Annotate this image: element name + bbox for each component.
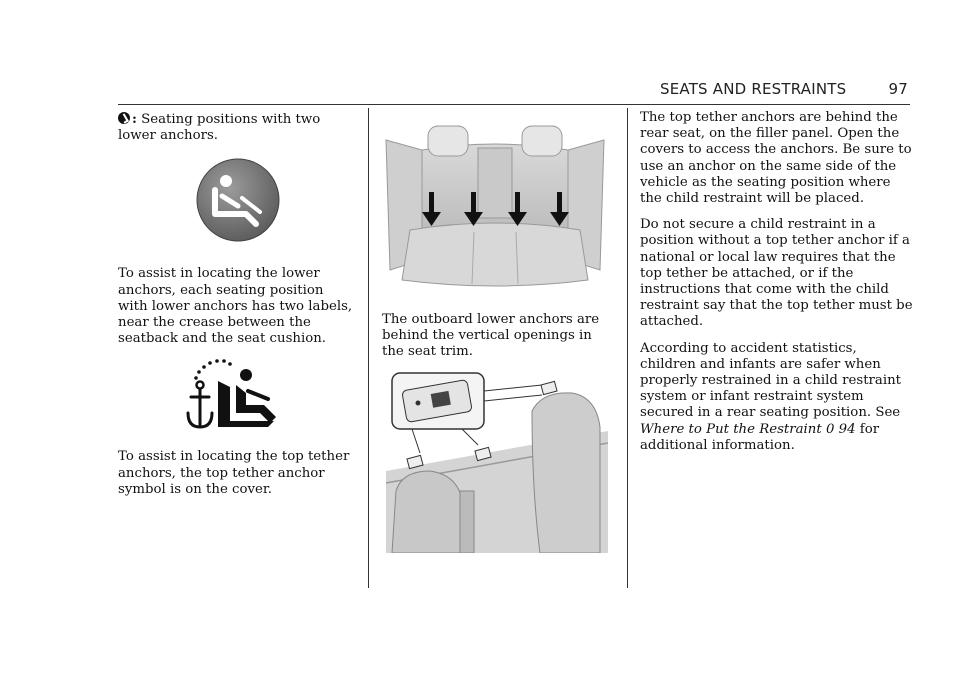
filler-panel-paragraph: The top tether anchors are behind the rear seat, on the filler panel. Open the covers to access the anchors. Be sure to use an anchor on the same side of the vehicle as the seating position where the child restraint will be placed. xyxy=(640,110,912,207)
lead-separator: : xyxy=(132,112,137,127)
top-tether-anchor-icon xyxy=(118,357,354,437)
top-tether-location-figure xyxy=(382,371,608,553)
outboard-anchors-paragraph: The outboard lower anchors are behind the vertical openings in the seat trim. xyxy=(382,312,600,360)
lower-anchor-small-icon xyxy=(118,112,130,124)
stats-text-end: for additional information. xyxy=(640,421,880,453)
column-3 xyxy=(640,110,914,464)
rear-seat-lower-anchors-figure xyxy=(382,120,608,290)
lead-text: Seating positions with two lower anchors. xyxy=(118,112,321,144)
column-divider-2 xyxy=(627,108,628,588)
section-title: SEATS AND RESTRAINTS xyxy=(660,80,847,98)
accident-stats-paragraph xyxy=(640,341,914,454)
cross-reference-page[interactable]: 94 xyxy=(838,421,856,437)
page-header xyxy=(660,80,908,102)
header-rule xyxy=(118,104,910,105)
lower-anchor-lead xyxy=(118,112,354,144)
top-tether-paragraph: To assist in locating the top tether anchors, the top tether anchor symbol is on the cover. xyxy=(118,449,350,497)
page-ref-symbol: 0 xyxy=(825,421,835,437)
lower-anchor-badge-icon xyxy=(118,154,354,254)
page-number: 97 xyxy=(888,80,908,98)
tether-law-paragraph: Do not secure a child restraint in a position without a top tether anchor if a national or local law requires that the top tether be attached, or if the instructions that come with the child restraint say that the top tether must be attached. xyxy=(640,217,913,330)
stats-text: According to accident statistics, children and infants are safer when properly restrained in a child restraint system or infant restraint system secured in a rear seating position. See xyxy=(640,340,901,421)
column-2 xyxy=(382,112,614,553)
column-1 xyxy=(118,112,354,508)
column-divider-1 xyxy=(368,108,369,588)
lower-labels-paragraph: To assist in locating the lower anchors, each seating position with lower anchors has two labels, near the crease between the seatback and the seat cushion. xyxy=(118,266,353,347)
cross-reference-link[interactable]: Where to Put the Restraint xyxy=(640,421,822,437)
